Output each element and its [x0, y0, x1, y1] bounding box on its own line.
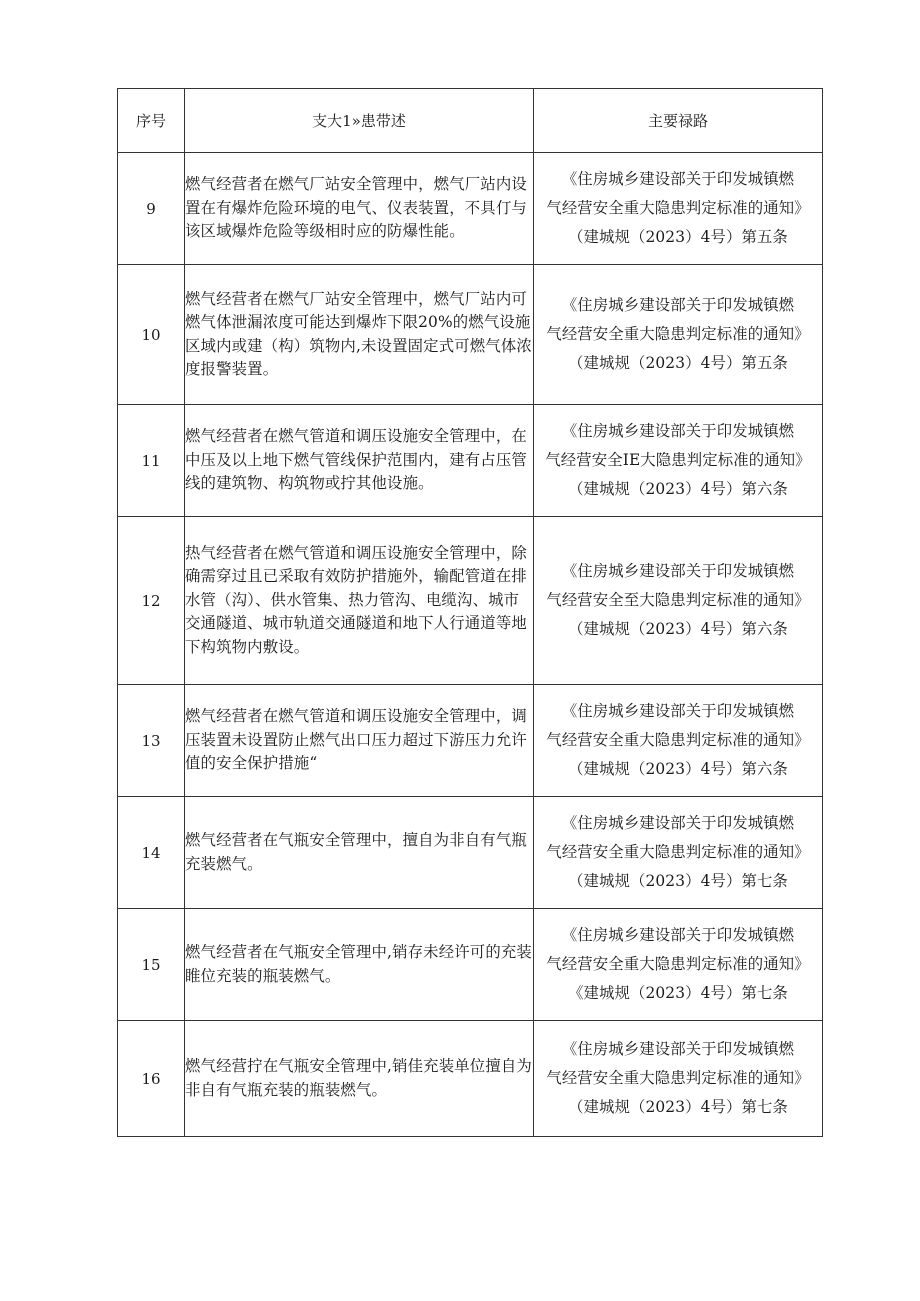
table-row [118, 517, 823, 685]
table-row [118, 1021, 823, 1137]
row-number: 10 [118, 265, 185, 405]
row-basis: 《住房城乡建设部关于印发城镇燃 气经营安全重大隐患判定标准的通知》 （建城规（2023）4号）第六条 [534, 685, 823, 797]
row-basis: 《住房城乡建设部关于印发城镇燃 气经营安全IE大隐患判定标准的通知》 （建城规（2023）4号）第六条 [534, 405, 823, 517]
row-number: 14 [118, 797, 185, 909]
header-description: 支大1»患带述 [185, 89, 534, 153]
row-number: 13 [118, 685, 185, 797]
row-number: 11 [118, 405, 185, 517]
row-description: 燃气经营者在燃气厂站安全管理中，燃气厂站内设置在有爆炸危险环境的电气、仪表装置，不具仃与该区域爆炸危险等级相时应的防爆性能。 [185, 153, 534, 265]
row-basis: 《住房城乡建设部关于印发城镇燃 气经营安全重大隐患判定标准的通知》 （建城规（2023）4号）第五条 [534, 153, 823, 265]
row-basis: 《住房城乡建设部关于印发城镇燃 气经营安全重大隐患判定标准的通知》 （建城规（2023）4号）第五条 [534, 265, 823, 405]
row-basis: 《住房城乡建设部关于印发城镇燃 气经营安全重大隐患判定标准的通知》 《建城规（2023）4号）第七条 [534, 909, 823, 1021]
row-description: 燃气经营者在燃气管道和调压设施安全管理中，在中压及以上地下燃气管线保护范围内，建有占压管线的建筑物、构筑物或拧其他设施。 [185, 405, 534, 517]
header-number: 序号 [118, 89, 185, 153]
header-row [118, 89, 823, 153]
row-number: 9 [118, 153, 185, 265]
row-basis: 《住房城乡建设部关于印发城镇燃 气经营安全重大隐患判定标准的通知》 （建城规（2023）4号）第七条 [534, 797, 823, 909]
row-number: 15 [118, 909, 185, 1021]
table-row [118, 405, 823, 517]
hazard-table [117, 88, 823, 1137]
row-basis: 《住房城乡建设部关于印发城镇燃 气经营安全至大隐患判定标准的通知》 （建城规（2023）4号）第六条 [534, 517, 823, 685]
row-number: 16 [118, 1021, 185, 1137]
row-basis: 《住房城乡建设部关于印发城镇燃 气经营安全重大隐患判定标准的通知》 （建城规（2023）4号）第七条 [534, 1021, 823, 1137]
row-description: 燃气经营者在气瓶安全管理中,销存未经许可的充装睢位充装的瓶装燃气。 [185, 909, 534, 1021]
table-row [118, 685, 823, 797]
row-description: 燃气经营者在气瓶安全管理中，擅自为非自有气瓶充装燃气。 [185, 797, 534, 909]
row-description: 燃气经营者在燃气管道和调压设施安全管理中，调压装置未设置防止燃气出口压力超过下游压力允许值的安全保护措施“ [185, 685, 534, 797]
row-description: 燃气经营者在燃气厂站安全管理中，燃气厂站内可燃气体泄漏浓度可能达到爆炸下限20%的燃气设施区域内或建（构）筑物内,未设置固定式可燃气体浓度报警装置。 [185, 265, 534, 405]
table-row [118, 909, 823, 1021]
table-row [118, 265, 823, 405]
table-row [118, 797, 823, 909]
row-description: 燃气经营拧在气瓶安全管理中,销佳充装单位擅自为非自有气瓶充装的瓶装燃气。 [185, 1021, 534, 1137]
table-row [118, 153, 823, 265]
row-description: 热气经营者在燃气管道和调压设施安全管理中，除确需穿过且已采取有效防护措施外，输配管道在排水管（沟）、供水管集、热力管沟、电缆沟、城市交通隧道、城市轨道交通隧道和地下人行通道等地下构筑物内敷设。 [185, 517, 534, 685]
header-basis: 主要禄路 [534, 89, 823, 153]
row-number: 12 [118, 517, 185, 685]
